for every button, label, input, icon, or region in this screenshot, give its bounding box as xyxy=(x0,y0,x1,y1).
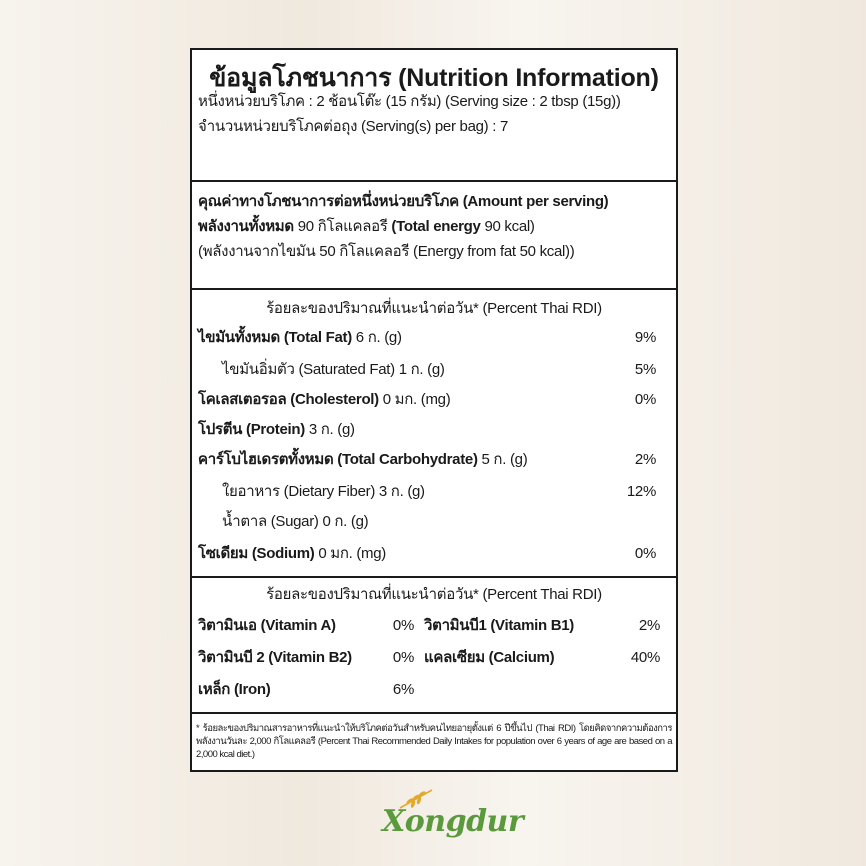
fat-energy: (พลังงานจากไขมัน 50 กิโลแคลอรี (Energy from fat 50 kcal)) xyxy=(198,243,575,260)
servings-per-bag: จำนวนหน่วยบริโภคต่อถุง (Serving(s) per bag) : 7 xyxy=(198,118,509,135)
brand-logo xyxy=(370,788,524,848)
nutrient-row-protein: โปรตีน (Protein) 3 ก. (g) xyxy=(198,421,355,438)
nutrition-label xyxy=(190,48,678,772)
brand-name: Xongdur xyxy=(382,804,524,839)
amount-heading: คุณค่าทางโภชนาการต่อหนึ่งหน่วยบริโภค (Amount per serving) xyxy=(198,193,609,210)
vitamin-row: วิตามินเอ (Vitamin A) 0% วิตามินบี1 (Vitamin B1) 2% xyxy=(198,617,660,634)
nutrient-row-sugar: น้ำตาล (Sugar) 0 ก. (g) xyxy=(222,513,369,530)
serving-size: หนึ่งหน่วยบริโภค : 2 ช้อนโต๊ะ (15 กรัม) (Serving size : 2 tbsp (15g)) xyxy=(198,93,621,110)
vitamin-b1: วิตามินบี1 (Vitamin B1) xyxy=(424,617,574,634)
vitamin-section xyxy=(192,578,676,714)
footnote: * ร้อยละของปริมาณสารอาหารที่แนะนำให้บริโภคต่อวันสำหรับคนไทยอายุตั้งแต่ 6 ปีขึ้นไป (Thai RDI) โดยคิดจากความต้องการพลังงานวันละ 2,000 กิโลแคลอรี (Percent Thai Recommended Daily Intakes for population over 6 years of age are based on a 2,000 kcal diet.) xyxy=(196,723,672,760)
vitamin-heading: ร้อยละของปริมาณที่แนะนำต่อวัน* (Percent Thai RDI) xyxy=(266,586,602,603)
nutrient-row-sodium: โซเดียม (Sodium) 0 มก. (mg) 0% xyxy=(198,545,656,562)
vitamin-row: เหล็ก (Iron) 6% xyxy=(198,681,414,698)
label-title: ข้อมูลโภชนาการ (Nutrition Information) xyxy=(209,64,659,92)
nutrient-row-dietary-fiber: ใยอาหาร (Dietary Fiber) 3 ก. (g) 12% xyxy=(222,483,656,500)
vitamin-b2: วิตามินบี 2 (Vitamin B2) xyxy=(198,649,352,666)
vitamin-row: วิตามินบี 2 (Vitamin B2) 0% แคลเซียม (Calcium) 40% xyxy=(198,649,660,666)
nutrient-row-cholesterol: โคเลสเตอรอล (Cholesterol) 0 มก. (mg) 0% xyxy=(198,391,656,408)
nutrient-row-saturated-fat: ไขมันอิ่มตัว (Saturated Fat) 1 ก. (g) 5% xyxy=(222,361,656,378)
total-energy: พลังงานทั้งหมด 90 กิโลแคลอรี (Total energy 90 kcal) xyxy=(198,218,535,235)
iron: เหล็ก (Iron) xyxy=(198,681,271,698)
nutrient-row-total-fat: ไขมันทั้งหมด (Total Fat) 6 ก. (g) 9% xyxy=(198,329,656,346)
nutrient-row-carbohydrate: คาร์โบไฮเดรตทั้งหมด (Total Carbohydrate) 5 ก. (g) 2% xyxy=(198,451,656,468)
amount-section xyxy=(192,192,676,290)
calcium: แคลเซียม (Calcium) xyxy=(424,649,555,666)
vitamin-a: วิตามินเอ (Vitamin A) xyxy=(198,617,336,634)
header-section xyxy=(192,50,676,182)
rdi-heading: ร้อยละของปริมาณที่แนะนำต่อวัน* (Percent Thai RDI) xyxy=(266,300,602,317)
rdi-section xyxy=(192,290,676,578)
footnote-section xyxy=(192,714,676,780)
